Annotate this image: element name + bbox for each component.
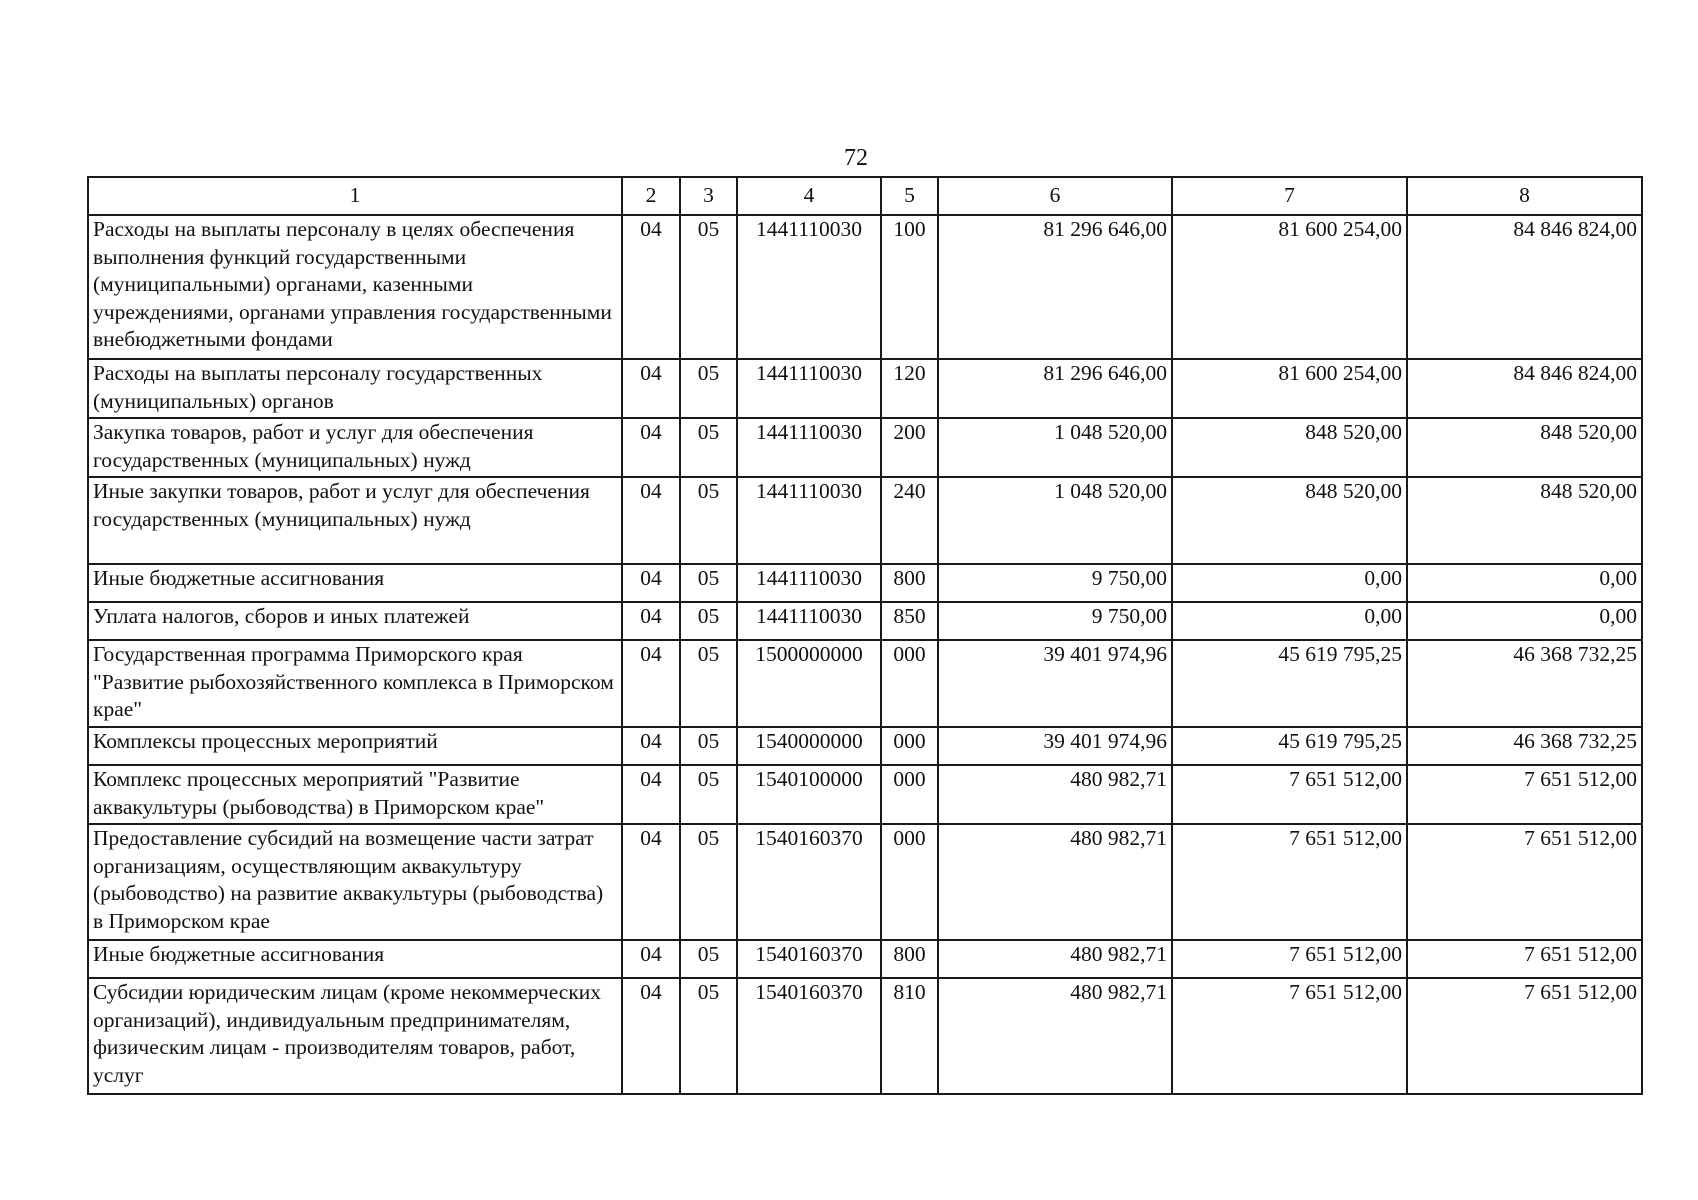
row-value-8: 84 846 824,00 — [1407, 215, 1642, 359]
row-value-6: 81 296 646,00 — [938, 359, 1172, 418]
row-target-code: 1441110030 — [737, 215, 881, 359]
row-target-code: 1540160370 — [737, 940, 881, 978]
row-value-6: 1 048 520,00 — [938, 477, 1172, 564]
row-value-6: 480 982,71 — [938, 765, 1172, 824]
row-value-8: 46 368 732,25 — [1407, 640, 1642, 727]
row-expense-type-code: 240 — [881, 477, 938, 564]
table-row — [88, 978, 1642, 1094]
row-name: Расходы на выплаты персоналу государственных (муниципальных) органов — [88, 359, 622, 418]
row-section-code: 04 — [622, 359, 680, 418]
row-subsection-code: 05 — [680, 359, 737, 418]
column-header: 3 — [680, 177, 737, 215]
row-value-6: 39 401 974,96 — [938, 640, 1172, 727]
row-name: Иные закупки товаров, работ и услуг для обеспечения государственных (муниципальных) нужд — [88, 477, 622, 564]
row-section-code: 04 — [622, 978, 680, 1094]
row-section-code: 04 — [622, 940, 680, 978]
row-value-8: 84 846 824,00 — [1407, 359, 1642, 418]
row-expense-type-code: 000 — [881, 824, 938, 940]
row-target-code: 1500000000 — [737, 640, 881, 727]
row-value-7: 45 619 795,25 — [1172, 727, 1407, 765]
table-row — [88, 477, 1642, 564]
row-expense-type-code: 100 — [881, 215, 938, 359]
table-row — [88, 359, 1642, 418]
table-header-row — [88, 177, 1642, 215]
row-expense-type-code: 850 — [881, 602, 938, 640]
row-value-7: 0,00 — [1172, 564, 1407, 602]
table-row — [88, 940, 1642, 978]
row-expense-type-code: 200 — [881, 418, 938, 477]
row-value-8: 0,00 — [1407, 602, 1642, 640]
row-subsection-code: 05 — [680, 477, 737, 564]
row-name: Иные бюджетные ассигнования — [88, 564, 622, 602]
row-name: Субсидии юридическим лицам (кроме некоммерческих организаций), индивидуальным предпринимателям, физическим лицам - производителям товаров, работ, услуг — [88, 978, 622, 1094]
column-header: 8 — [1407, 177, 1642, 215]
row-target-code: 1441110030 — [737, 602, 881, 640]
row-expense-type-code: 800 — [881, 940, 938, 978]
page-number: 72 — [844, 145, 868, 171]
row-subsection-code: 05 — [680, 765, 737, 824]
row-target-code: 1540160370 — [737, 978, 881, 1094]
row-value-8: 7 651 512,00 — [1407, 978, 1642, 1094]
row-section-code: 04 — [622, 564, 680, 602]
row-section-code: 04 — [622, 215, 680, 359]
row-value-8: 848 520,00 — [1407, 418, 1642, 477]
table-row — [88, 765, 1642, 824]
row-subsection-code: 05 — [680, 978, 737, 1094]
row-subsection-code: 05 — [680, 824, 737, 940]
row-subsection-code: 05 — [680, 418, 737, 477]
row-expense-type-code: 000 — [881, 640, 938, 727]
row-value-6: 39 401 974,96 — [938, 727, 1172, 765]
row-value-6: 9 750,00 — [938, 602, 1172, 640]
row-expense-type-code: 120 — [881, 359, 938, 418]
row-target-code: 1441110030 — [737, 418, 881, 477]
row-target-code: 1540000000 — [737, 727, 881, 765]
column-header: 1 — [88, 177, 622, 215]
row-value-6: 9 750,00 — [938, 564, 1172, 602]
row-expense-type-code: 000 — [881, 727, 938, 765]
row-section-code: 04 — [622, 477, 680, 564]
row-value-8: 848 520,00 — [1407, 477, 1642, 564]
row-target-code: 1540100000 — [737, 765, 881, 824]
row-value-7: 81 600 254,00 — [1172, 359, 1407, 418]
row-section-code: 04 — [622, 640, 680, 727]
row-expense-type-code: 000 — [881, 765, 938, 824]
row-target-code: 1441110030 — [737, 477, 881, 564]
row-expense-type-code: 800 — [881, 564, 938, 602]
table-row — [88, 564, 1642, 602]
row-value-7: 7 651 512,00 — [1172, 940, 1407, 978]
row-name: Предоставление субсидий на возмещение части затрат организациям, осуществляющим аквакультуру (рыбоводство) на развитие аквакультуры (рыбоводства) в Приморском крае — [88, 824, 622, 940]
row-subsection-code: 05 — [680, 215, 737, 359]
row-section-code: 04 — [622, 602, 680, 640]
row-target-code: 1540160370 — [737, 824, 881, 940]
row-value-6: 480 982,71 — [938, 824, 1172, 940]
row-section-code: 04 — [622, 727, 680, 765]
row-subsection-code: 05 — [680, 940, 737, 978]
column-header: 7 — [1172, 177, 1407, 215]
row-value-7: 81 600 254,00 — [1172, 215, 1407, 359]
row-section-code: 04 — [622, 418, 680, 477]
row-value-8: 46 368 732,25 — [1407, 727, 1642, 765]
row-expense-type-code: 810 — [881, 978, 938, 1094]
row-value-8: 7 651 512,00 — [1407, 824, 1642, 940]
column-header: 6 — [938, 177, 1172, 215]
row-name: Комплексы процессных мероприятий — [88, 727, 622, 765]
row-value-7: 45 619 795,25 — [1172, 640, 1407, 727]
row-value-6: 81 296 646,00 — [938, 215, 1172, 359]
row-name: Государственная программа Приморского края "Развитие рыбохозяйственного комплекса в Приморском крае" — [88, 640, 622, 727]
table-row — [88, 824, 1642, 940]
row-subsection-code: 05 — [680, 640, 737, 727]
row-value-8: 7 651 512,00 — [1407, 940, 1642, 978]
budget-table — [87, 176, 1643, 1095]
row-target-code: 1441110030 — [737, 359, 881, 418]
row-target-code: 1441110030 — [737, 564, 881, 602]
row-subsection-code: 05 — [680, 602, 737, 640]
row-name: Уплата налогов, сборов и иных платежей — [88, 602, 622, 640]
row-value-7: 848 520,00 — [1172, 477, 1407, 564]
row-subsection-code: 05 — [680, 564, 737, 602]
row-section-code: 04 — [622, 765, 680, 824]
row-section-code: 04 — [622, 824, 680, 940]
row-value-6: 480 982,71 — [938, 940, 1172, 978]
row-name: Закупка товаров, работ и услуг для обеспечения государственных (муниципальных) нужд — [88, 418, 622, 477]
row-name: Расходы на выплаты персоналу в целях обеспечения выполнения функций государственными (муниципальными) органами, казенными учреждениями, органами управления государственными внебюджетными фондами — [88, 215, 622, 359]
row-name: Иные бюджетные ассигнования — [88, 940, 622, 978]
column-header: 2 — [622, 177, 680, 215]
row-value-8: 7 651 512,00 — [1407, 765, 1642, 824]
row-name: Комплекс процессных мероприятий "Развитие аквакультуры (рыбоводства) в Приморском крае" — [88, 765, 622, 824]
table-row — [88, 727, 1642, 765]
column-header: 5 — [881, 177, 938, 215]
row-subsection-code: 05 — [680, 727, 737, 765]
table-row — [88, 418, 1642, 477]
row-value-7: 0,00 — [1172, 602, 1407, 640]
table-row — [88, 215, 1642, 359]
row-value-6: 1 048 520,00 — [938, 418, 1172, 477]
row-value-7: 7 651 512,00 — [1172, 978, 1407, 1094]
row-value-7: 848 520,00 — [1172, 418, 1407, 477]
row-value-6: 480 982,71 — [938, 978, 1172, 1094]
row-value-8: 0,00 — [1407, 564, 1642, 602]
row-value-7: 7 651 512,00 — [1172, 765, 1407, 824]
table-row — [88, 602, 1642, 640]
column-header: 4 — [737, 177, 881, 215]
table-row — [88, 640, 1642, 727]
row-value-7: 7 651 512,00 — [1172, 824, 1407, 940]
